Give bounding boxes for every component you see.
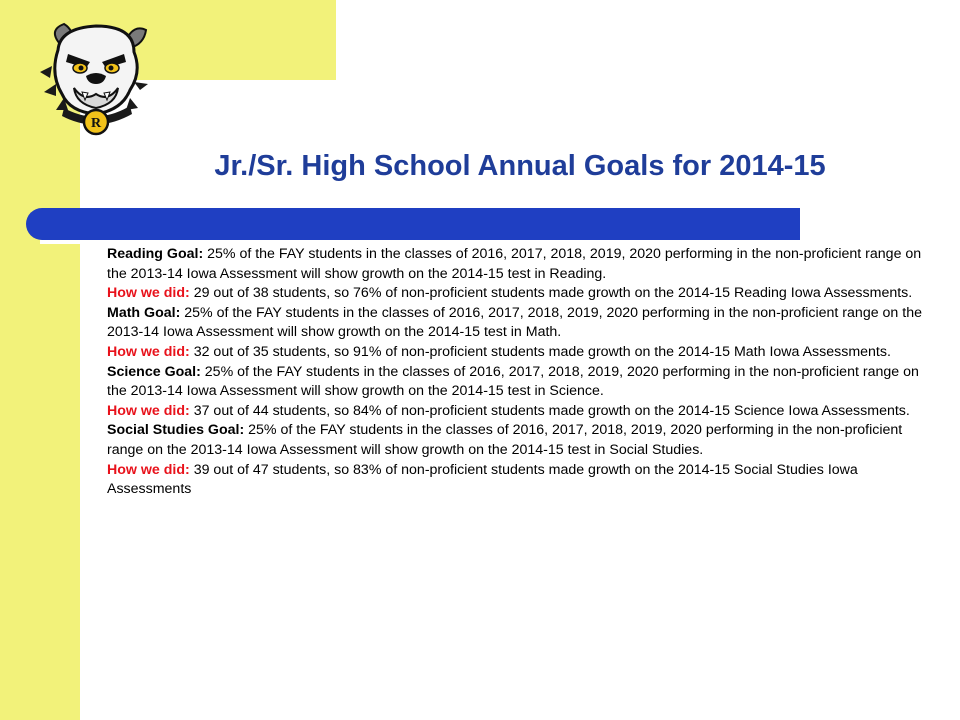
social-studies-result [107,461,942,500]
result-text: 39 out of 47 students, so 83% of non-proficient students made growth on the 2014-15 Social Studies Iowa Assessments [107,461,858,498]
goals-content [107,245,942,500]
science-goal [107,363,942,402]
goal-text: 25% of the FAY students in the classes of 2016, 2017, 2018, 2019, 2020 performing in the non-proficient range on the 2013-14 Iowa Assessment will show growth on the 2014-15 test in Science. [107,363,919,400]
goal-text: 25% of the FAY students in the classes of 2016, 2017, 2018, 2019, 2020 performing in the non-proficient range on the 2013-14 Iowa Assessment will show growth on the 2014-15 test in Social Studies. [107,422,903,458]
goal-label: Science Goal: [107,363,201,380]
result-label: How we did: [107,343,190,360]
logo-letter: R [90,116,102,131]
reading-goal [107,245,942,284]
title-bar-divider [40,240,800,244]
social-studies-goal [107,421,942,460]
math-result [107,343,942,363]
goal-label: Math Goal: [107,304,181,321]
result-label: How we did: [107,402,190,419]
goal-label: Reading Goal: [107,246,204,262]
title-underline-bar [26,208,800,240]
result-label: How we did: [107,461,190,478]
math-goal [107,304,942,343]
science-result [107,402,942,422]
page-title: Jr./Sr. High School Annual Goals for 2014-15 [214,150,826,182]
result-label: How we did: [107,285,190,302]
result-text: 32 out of 35 students, so 91% of non-proficient students made growth on the 2014-15 Math Iowa Assessments. [189,343,891,360]
bulldog-mascot-icon [30,10,160,140]
goal-text: 25% of the FAY students in the classes of 2016, 2017, 2018, 2019, 2020 performing in the non-proficient range on the 2013-14 Iowa Assessment will show growth on the 2014-15 test in Math. [107,304,922,341]
result-text: 37 out of 44 students, so 84% of non-proficient students made growth on the 2014-15 Science Iowa Assessments. [189,402,910,419]
goal-label: Social Studies Goal: [107,422,245,439]
goal-text: 25% of the FAY students in the classes of 2016, 2017, 2018, 2019, 2020 performing in the non-proficient range on the 2013-14 Iowa Assessment will show growth on the 2014-15 test in Reading. [107,246,922,282]
reading-result [107,284,942,304]
result-text: 29 out of 38 students, so 76% of non-proficient students made growth on the 2014-15 Reading Iowa Assessments. [189,285,913,302]
